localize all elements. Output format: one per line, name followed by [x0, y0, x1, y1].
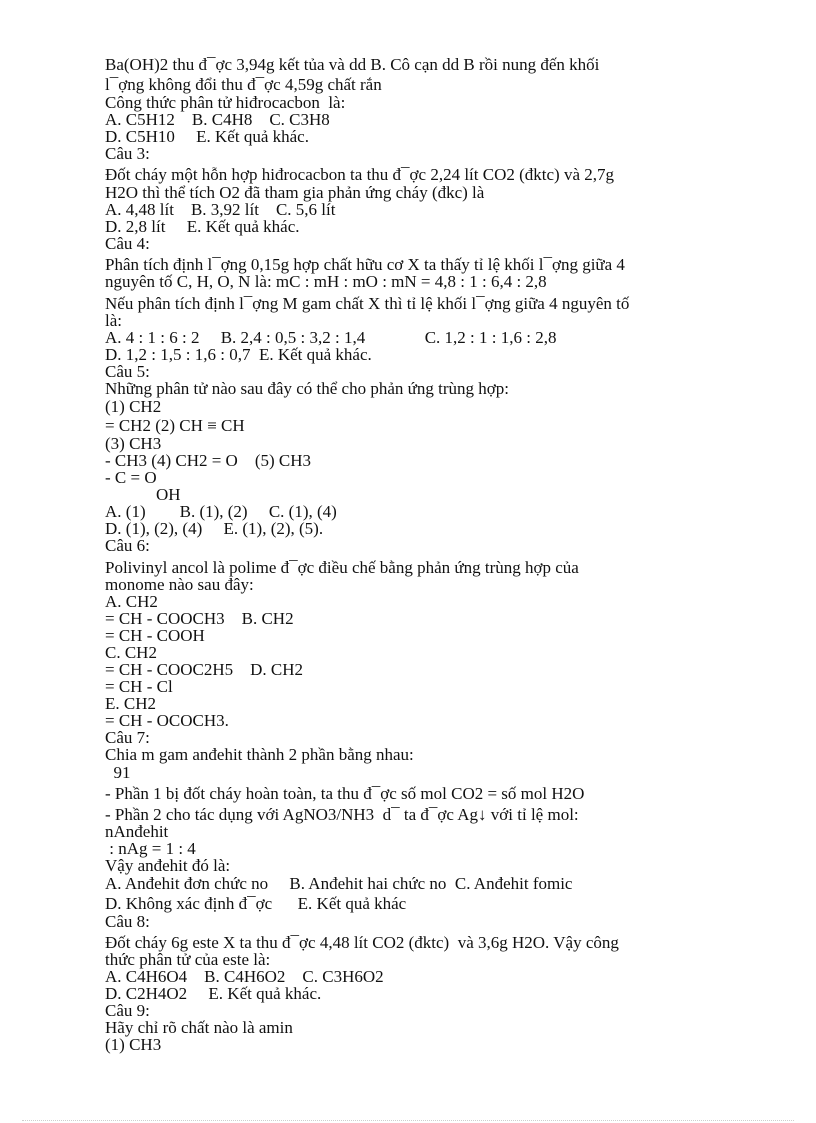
text-line: Công thức phân tử hiđrocacbon là:	[105, 93, 346, 112]
text-line: D. 2,8 lít E. Kết quả khác.	[105, 217, 300, 236]
text-line: Vậy anđehit đó là:	[105, 856, 231, 875]
text-line: - Phần 1 bị đốt cháy hoàn toàn, ta thu đ¯ợc số mol CO2 = số mol H2O	[105, 784, 585, 803]
text-line: Polivinyl ancol là polime đ¯ợc điều chế bằng phản ứng trùng hợp của	[105, 558, 579, 577]
text-line: (1) CH3	[105, 1035, 162, 1054]
text-line: D. Không xác định đ¯ợc E. Kết quả khác	[105, 894, 407, 913]
text-line: = CH - OCOCH3.	[105, 711, 229, 730]
question-heading: Câu 5:	[105, 362, 150, 381]
question-heading: Câu 8:	[105, 912, 150, 931]
text-line: A. C4H6O4 B. C4H6O2 C. C3H6O2	[105, 967, 384, 986]
text-line: Những phân tử nào sau đây có thể cho phản ứng trùng hợp:	[105, 379, 509, 398]
text-line: A. C5H12 B. C4H8 C. C3H8	[105, 110, 330, 129]
text-line: Đốt cháy 6g este X ta thu đ¯ợc 4,48 lít CO2 (đktc) và 3,6g H2O. Vậy công	[105, 933, 619, 952]
text-line: Hãy chỉ rõ chất nào là amin	[105, 1018, 293, 1037]
page-number: 91	[105, 763, 131, 782]
question-heading: Câu 3:	[105, 144, 150, 163]
text-line: nguyên tố C, H, O, N là: mC : mH : mO : mN = 4,8 : 1 : 6,4 : 2,8	[105, 272, 547, 291]
text-line: = CH - COOCH3 B. CH2	[105, 609, 294, 628]
text-line: : nAg = 1 : 4	[105, 839, 196, 858]
text-line: Phân tích định l¯ợng 0,15g hợp chất hữu cơ X ta thấy tỉ lệ khối l¯ợng giữa 4	[105, 255, 625, 274]
question-heading: Câu 7:	[105, 728, 150, 747]
text-line: thức phân tử của este là:	[105, 950, 271, 969]
page-bottom-divider	[22, 1120, 794, 1121]
text-line: (3) CH3	[105, 434, 162, 453]
question-heading: Câu 6:	[105, 536, 150, 555]
text-line: A. 4,48 lít B. 3,92 lít C. 5,6 lít	[105, 200, 336, 219]
text-line: - C = O	[105, 468, 157, 487]
text-line: = CH - COOC2H5 D. CH2	[105, 660, 304, 679]
question-heading: Câu 9:	[105, 1001, 150, 1020]
text-line: D. C2H4O2 E. Kết quả khác.	[105, 984, 322, 1003]
text-line: D. (1), (2), (4) E. (1), (2), (5).	[105, 519, 324, 538]
text-line: D. C5H10 E. Kết quả khác.	[105, 127, 309, 146]
question-heading: Câu 4:	[105, 234, 150, 253]
text-line: A. CH2	[105, 592, 158, 611]
text-line: Chia m gam anđehit thành 2 phần bằng nhau:	[105, 745, 414, 764]
text-line: = CH - Cl	[105, 677, 173, 696]
text-line: C. CH2	[105, 643, 157, 662]
text-line: Đốt cháy một hỗn hợp hiđrocacbon ta thu đ¯ợc 2,24 lít CO2 (đktc) và 2,7g	[105, 165, 614, 184]
text-line: H2O thì thể tích O2 đã tham gia phản ứng cháy (đkc) là	[105, 183, 485, 202]
text-line: D. 1,2 : 1,5 : 1,6 : 0,7 E. Kết quả khác.	[105, 345, 372, 364]
text-line: Nếu phân tích định l¯ợng M gam chất X thì tỉ lệ khối l¯ợng giữa 4 nguyên tố	[105, 294, 630, 313]
text-line: (1) CH2	[105, 397, 162, 416]
text-line: A. 4 : 1 : 6 : 2 B. 2,4 : 0,5 : 3,2 : 1,4 C. 1,2 : 1 : 1,6 : 2,8	[105, 328, 557, 347]
text-line: - Phần 2 cho tác dụng với AgNO3/NH3 d¯ ta đ¯ợc Ag↓ với tỉ lệ mol:	[105, 805, 579, 824]
text-line: l¯ợng không đổi thu đ¯ợc 4,59g chất rắn	[105, 75, 382, 94]
text-line: monome nào sau đây:	[105, 575, 254, 594]
text-line: nAnđehit	[105, 822, 169, 841]
text-line: - CH3 (4) CH2 = O (5) CH3	[105, 451, 312, 470]
text-line: A. (1) B. (1), (2) C. (1), (4)	[105, 502, 337, 521]
text-line: Ba(OH)2 thu đ¯ợc 3,94g kết tủa và dd B. Cô cạn dd B rồi nung đến khối	[105, 55, 600, 74]
text-line: = CH2 (2) CH ≡ CH	[105, 416, 245, 435]
text-line: A. Anđehit đơn chức no B. Anđehit hai chức no C. Anđehit fomic	[105, 874, 573, 893]
text-line: là:	[105, 311, 122, 330]
text-line: OH	[105, 485, 181, 504]
text-line: E. CH2	[105, 694, 156, 713]
text-line: = CH - COOH	[105, 626, 205, 645]
